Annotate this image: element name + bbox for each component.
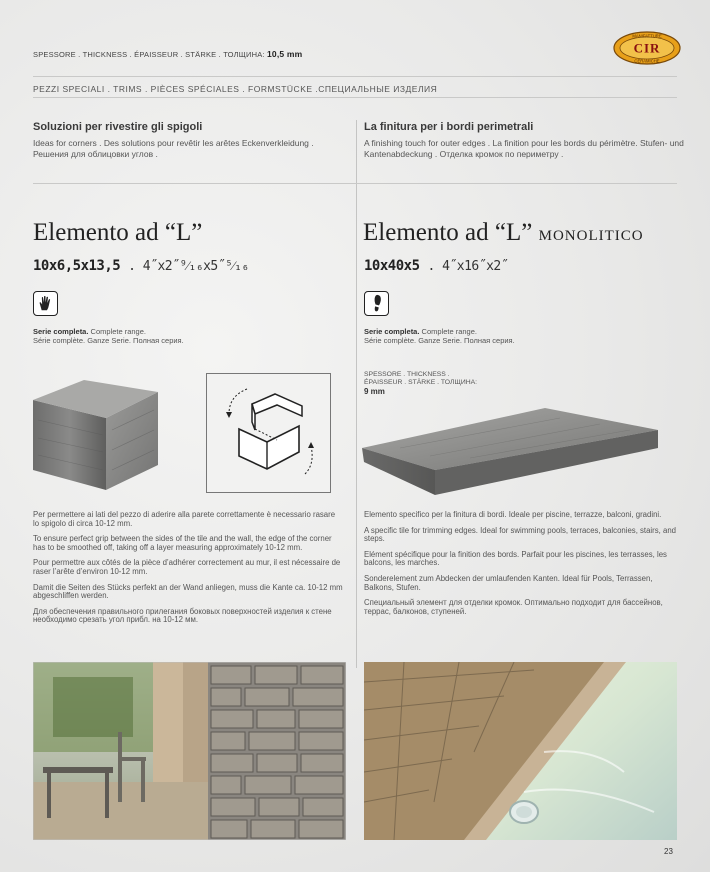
left-descriptions <box>33 511 343 632</box>
left-size-metric: 10x6,5x13,5 <box>33 258 121 274</box>
right-size <box>364 258 508 274</box>
thickness-label: SPESSORE . THICKNESS . ÉPAISSEUR . STÄRKE . ТОЛЩИНА: <box>33 50 265 59</box>
right-descriptions <box>364 511 684 623</box>
page-number: 23 <box>664 847 673 856</box>
left-size-imperial: . 4˝x2˝⁹⁄₁₆x5˝⁵⁄₁₆ <box>128 259 249 274</box>
right-desc-en: A specific tile for trimming edges. Ideal for swimming pools, terraces, balconies, stairs, and steps. <box>364 525 677 544</box>
thickness-value: 10,5 mm <box>266 49 303 59</box>
left-desc-it: Per permettere ai lati del pezzo di aderire alla parete correttamente è necessario rasare lo spigolo di circa 10-12 mm. <box>33 510 336 528</box>
left-desc-fr: Pour permettre aux côtés de la pièce d’adhérer correctement au mur, il est nécessaire de raser l’arête d’environ 10-12 mm. <box>33 558 341 576</box>
divider-top <box>33 76 677 77</box>
right-subheading: A finishing touch for outer edges . La finition pour les bords du périmètre. Stufen- und Kantenabdeckung . Отделка кромок по периметру . <box>364 138 684 159</box>
right-thickness-line2: ÉPAISSEUR . STÄRKE . ТОЛЩИНА: <box>364 379 478 386</box>
right-title <box>363 219 644 247</box>
divider-section <box>33 97 677 98</box>
right-desc-fr: Elément spécifique pour la finition des bords. Parfait pour les piscines, les terrasses, les balcons, les marches. <box>364 549 667 568</box>
logo-mark-text: CIR <box>633 40 661 56</box>
logo-top-text: MANIFATTURE <box>632 33 662 39</box>
left-desc-en: To ensure perfect grip between the sides of the tile and the wall, the edge of the corner has to be smoothed off, taking off a layer measuring approximately 10-12 mm. <box>33 534 332 552</box>
right-desc-it: Elemento specifico per la finitura di bordi. Ideale per piscine, terrazze, balconi, gradini. <box>364 510 662 519</box>
thickness-header <box>33 49 302 59</box>
right-desc-ru: Специальный элемент для отделки кромок. Оптимально подходит для бассейнов, террас, балконов, ступеней. <box>364 598 663 616</box>
right-thickness-line1: SPESSORE . THICKNESS . <box>364 371 450 378</box>
left-title: Elemento ad “L” <box>33 219 203 246</box>
left-serie-line2: Série complète. Ganze Serie. Полная серия. <box>33 336 184 345</box>
right-size-metric: 10x40x5 <box>364 258 420 274</box>
left-subheading: Ideas for corners . Des solutions pour revêtir les arêtes Eckenverkleidung . Решения для облицовки углов . <box>33 138 314 159</box>
hand-icon <box>33 291 58 316</box>
right-serie-rest: Complete range. <box>419 327 477 336</box>
column-divider <box>356 120 357 668</box>
right-size-imperial: . 4˝x16˝x2˝ <box>427 259 509 274</box>
right-title-suffix: MONOLITICO <box>538 228 644 244</box>
right-thickness <box>364 371 477 396</box>
divider-headings <box>33 183 677 184</box>
logo-bottom-text: CERAMICHE <box>634 58 660 64</box>
left-serie-bold: Serie completa. <box>33 327 89 336</box>
left-size <box>33 258 249 274</box>
right-serie <box>364 327 515 345</box>
pool-edge-photo <box>364 662 677 840</box>
right-serie-line2: Série complète. Ganze Serie. Полная серия. <box>364 336 515 345</box>
left-desc-de: Damit die Seiten des Stücks perfekt an der Wand anliegen, muss die Kante ca. 10-12 mm abgeschliffen werden. <box>33 582 343 601</box>
left-serie-rest: Complete range. <box>88 327 146 336</box>
right-thickness-value: 9 mm <box>364 387 385 396</box>
edge-grinding-diagram <box>206 373 331 493</box>
left-desc-ru: Для обеспечения правильного прилегания боковых поверхностей изделия к стене необходимо срезать угол прибл. на 10-12 мм. <box>33 606 332 625</box>
right-serie-bold: Serie completa. <box>364 327 420 336</box>
right-desc-de: Sonderelement zum Abdecken der umlaufenden Kanten. Ideal für Pools, Terrassen, Balkons, Stufen. <box>364 573 653 592</box>
foot-icon <box>364 291 389 316</box>
monolithic-tile-product-image <box>360 400 662 500</box>
left-heading: Soluzioni per rivestire gli spigoli <box>33 121 203 133</box>
left-serie <box>33 327 184 345</box>
cir-logo <box>612 30 682 66</box>
right-heading: La finitura per i bordi perimetrali <box>364 121 534 133</box>
section-title: PEZZI SPECIALI . TRIMS . PIÈCES SPÉCIALES . FORMSTÜCKE .СПЕЦИАЛЬНЫЕ ИЗДЕЛИЯ <box>33 84 438 94</box>
patio-wall-photo <box>33 662 346 840</box>
right-title-main: Elemento ad “L” <box>363 219 533 246</box>
l-tile-product-image <box>28 380 163 492</box>
